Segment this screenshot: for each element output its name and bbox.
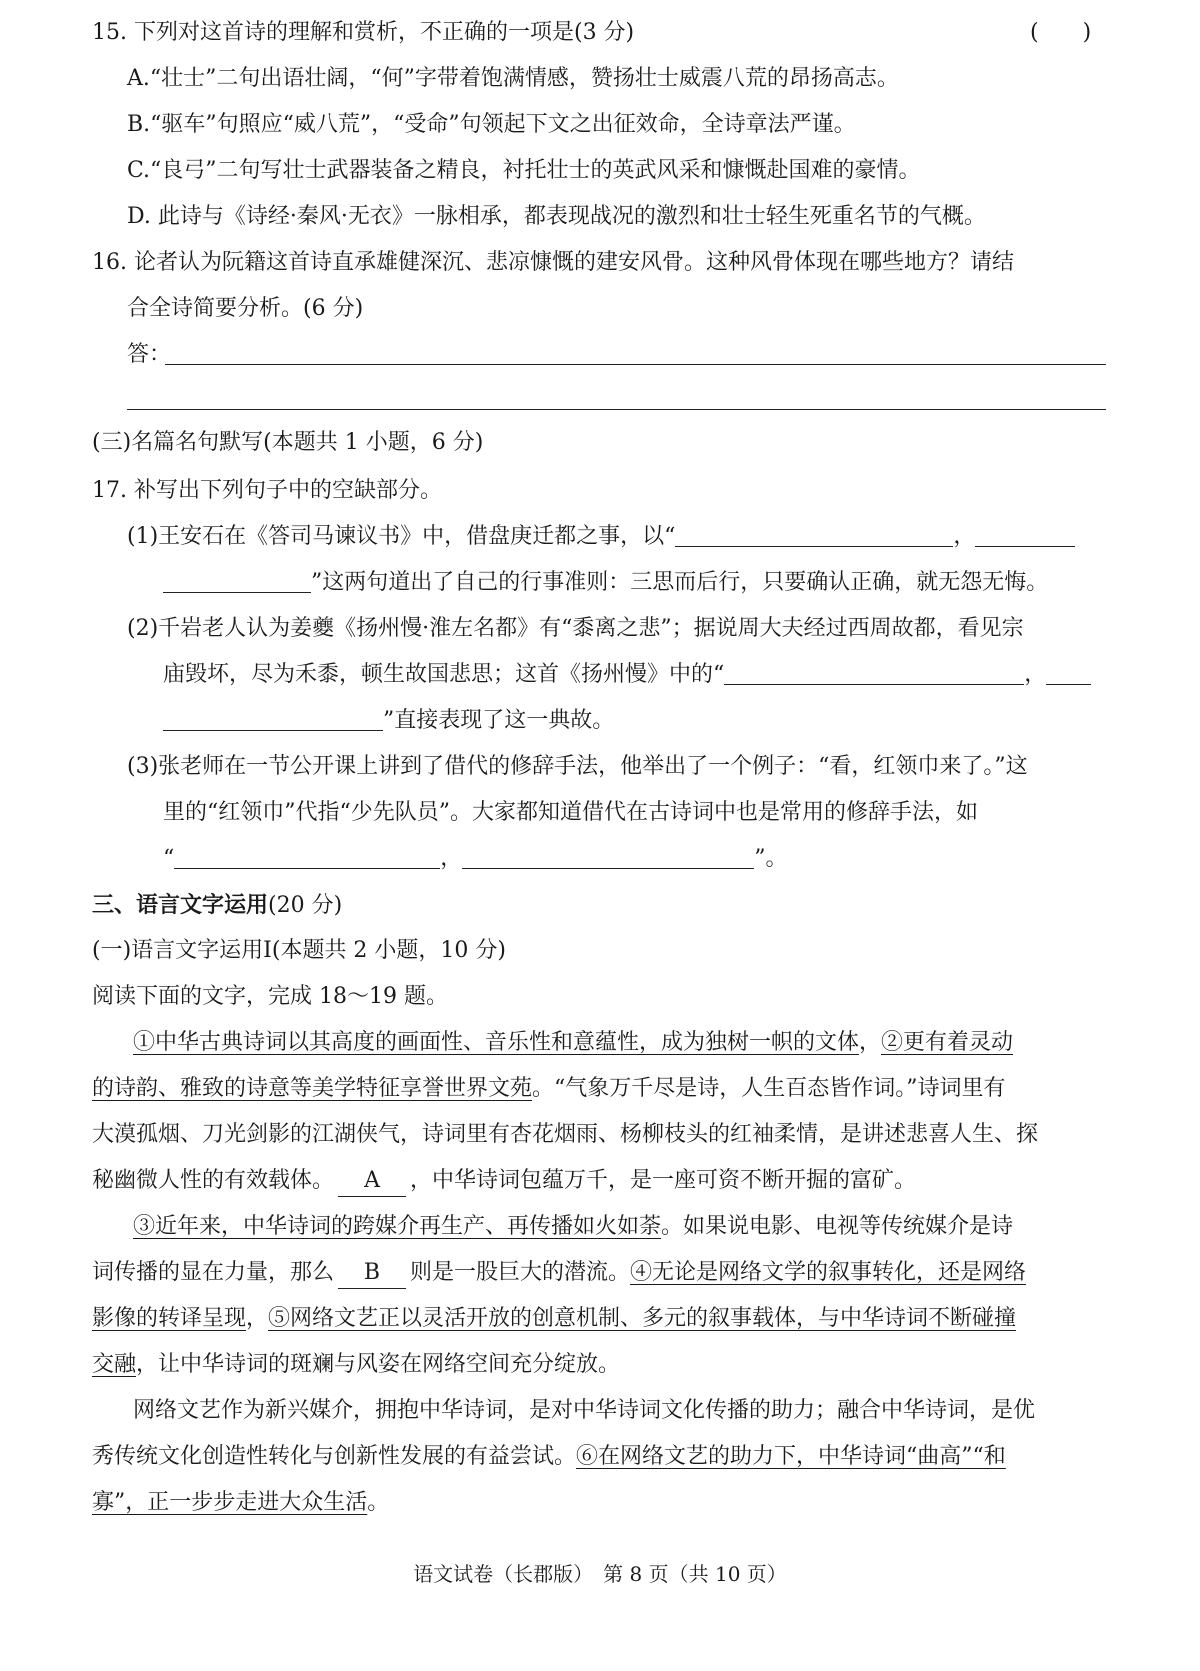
- q17-part3-comma: ，: [440, 846, 463, 871]
- q17-part1-line2: [163, 568, 1048, 598]
- passage-p2-line4: [92, 1350, 620, 1380]
- q17-part2-blank-1[interactable]: [724, 662, 1024, 685]
- passage-p3-line3: [92, 1488, 389, 1518]
- q17-part2-line3: [163, 706, 614, 736]
- q15-option-b: B.“驱车”句照应“威八荒”，“受命”句领起下文之出征效命，全诗章法严谨。: [127, 112, 856, 137]
- q16-line-1: 16. 论者认为阮籍这首诗直承雄健深沉、悲凉慷慨的建安风骨。这种风骨体现在哪些地方？请结: [92, 250, 1014, 275]
- passage-p2-line2-b: 则是一股巨大的潜流。: [410, 1260, 631, 1285]
- q17-part2-blank-2b[interactable]: [163, 708, 383, 731]
- page-footer: 语文试卷（长郡版） 第 8 页（共 10 页）: [413, 1562, 787, 1586]
- q17-part1-line1: [127, 522, 1075, 552]
- passage-p2-line3: [92, 1304, 1016, 1334]
- sentence-6-start: ⑥在网络文艺的助力下，中华诗词“曲高”“和: [576, 1444, 1006, 1469]
- passage-p1-line2: [92, 1074, 1006, 1104]
- q16-line-2: 合全诗简要分析。(6 分): [127, 296, 364, 321]
- part3-heading: [92, 890, 342, 921]
- sentence-1: ①中华古典诗词以其高度的画面性、音乐性和意蕴性，成为独树一帜的文体: [133, 1030, 860, 1055]
- q17-part3-open-quote: “: [163, 846, 175, 871]
- blank-b[interactable]: B: [338, 1258, 406, 1289]
- sentence-4-start: ④无论是网络文学的叙事转化，还是网络: [630, 1260, 1027, 1285]
- passage-p2-line2: [92, 1258, 1026, 1289]
- punct: 。: [367, 1490, 390, 1515]
- passage-p1-line2-rest: 。“气象万千尽是诗，人生百态皆作词。”诗词里有: [532, 1076, 1006, 1101]
- sentence-6-end: 寡”，正一步步走进大众生活: [92, 1490, 368, 1515]
- q17-part2-blank-2a[interactable]: [1046, 662, 1091, 685]
- passage-p1-line1: [133, 1028, 1013, 1058]
- passage-p2-line2-a: 词传播的显在力量，那么: [92, 1260, 335, 1285]
- q17-part2-tail: ”直接表现了这一典故。: [383, 708, 615, 733]
- q15-option-c: C.“良弓”二句写壮士武器装备之精良，衬托壮士的英武风采和慷慨赴国难的豪情。: [127, 158, 921, 183]
- q17-part2-text: 庙毁坏，尽为禾黍，顿生故国悲思；这首《扬州慢》中的“: [163, 662, 725, 687]
- sentence-4-end: 影像的转译呈现: [92, 1306, 247, 1331]
- passage-p1-line4: [92, 1166, 916, 1197]
- passage-p3-line2-a: 秀传统文化创造性转化与创新性发展的有益尝试。: [92, 1444, 577, 1469]
- punct: ，: [859, 1030, 882, 1055]
- passage-p3-line1: 网络文艺作为新兴媒介，拥抱中华诗词，是对中华诗词文化传播的助力；融合中华诗词，是优: [133, 1398, 1036, 1423]
- sentence-5-end: 交融: [92, 1352, 137, 1377]
- q17-part1-comma: ，: [953, 524, 976, 549]
- q17-part2-line1: (2)千岩老人认为姜夔《扬州慢·淮左名都》有“黍离之悲”；据说周大夫经过西周故都，看见宗: [127, 616, 1024, 641]
- blank-a[interactable]: A: [338, 1166, 406, 1197]
- q17-part3-blank-1[interactable]: [174, 846, 440, 869]
- sentence-2-end: 的诗韵、雅致的诗意等美学特征享誉世界文苑: [92, 1076, 533, 1101]
- q17-part3-line2: 里的“红领巾”代指“少先队员”。大家都知道借代在古诗词中也是常用的修辞手法，如: [163, 800, 978, 825]
- q16-answer-line-1[interactable]: [165, 364, 1106, 365]
- q17-part1-tail: ”这两句道出了自己的行事准则：三思而后行，只要确认正确，就无怨无悔。: [311, 570, 1049, 595]
- passage-p2-line1-rest: 。如果说电影、电视等传统媒介是诗: [661, 1214, 1014, 1239]
- q17-stem: 17. 补写出下列句子中的空缺部分。: [92, 478, 442, 503]
- q17-part1-blank-2a[interactable]: [975, 524, 1075, 547]
- section-heading-3-3: (三)名篇名句默写(本题共 1 小题，6 分): [92, 430, 484, 455]
- q17-part3-line1: (3)张老师在一节公开课上讲到了借代的修辞手法，他举出了一个例子：“看，红领巾来了。”这: [127, 754, 1028, 779]
- q17-part1-blank-2b[interactable]: [163, 570, 311, 593]
- punct: ，: [246, 1306, 269, 1331]
- passage-p1-line4-b: ，中华诗词包蕴万千，是一座可资不断开掘的富矿。: [410, 1168, 917, 1193]
- passage-p2-line4-rest: ，让中华诗词的斑斓与风姿在网络空间充分绽放。: [136, 1352, 621, 1377]
- passage-p3-line2: [92, 1442, 1006, 1472]
- q16-answer-label: 答：: [127, 342, 172, 367]
- q15-option-d: D. 此诗与《诗经·秦风·无衣》一脉相承，都表现战况的激烈和壮士轻生死重名节的气概。: [127, 204, 986, 229]
- part3-score: (20 分): [268, 893, 343, 918]
- q17-part3-blank-2[interactable]: [462, 846, 754, 869]
- q15-answer-paren: ( ): [1030, 20, 1092, 45]
- q17-part2-line2: [163, 660, 1091, 690]
- sentence-5-start: ⑤网络文艺正以灵活开放的创意机制、多元的叙事载体，与中华诗词不断碰撞: [268, 1306, 1017, 1331]
- q15-stem: 15. 下列对这首诗的理解和赏析，不正确的一项是(3 分): [92, 20, 635, 45]
- q17-part3-line3: [163, 844, 788, 874]
- sentence-2-start: ②更有着灵动: [881, 1030, 1014, 1055]
- reading-instruction: 阅读下面的文字，完成 18～19 题。: [92, 984, 448, 1009]
- q17-part3-close-quote: ”。: [754, 846, 788, 871]
- passage-p2-line1: [133, 1212, 1013, 1242]
- q17-part1-text: (1)王安石在《答司马谏议书》中，借盘庚迁都之事，以“: [127, 524, 676, 549]
- passage-p1-line4-a: 秘幽微人性的有效载体。: [92, 1168, 335, 1193]
- q16-answer-line-2[interactable]: [127, 409, 1106, 410]
- q15-option-a: A.“壮士”二句出语壮阔，“何”字带着饱满情感，赞扬壮士威震八荒的昂扬高志。: [127, 66, 899, 91]
- part3-title: 三、语言文字运用: [92, 892, 269, 918]
- section-heading-3-1: (一)语言文字运用Ⅰ(本题共 2 小题，10 分): [92, 938, 506, 963]
- q17-part2-comma: ，: [1024, 662, 1047, 687]
- sentence-3: ③近年来，中华诗词的跨媒介再生产、再传播如火如荼: [133, 1214, 662, 1239]
- q17-part1-blank-1[interactable]: [675, 524, 953, 547]
- passage-p1-line3: 大漠孤烟、刀光剑影的江湖侠气，诗词里有杏花烟雨、杨柳枝头的红袖柔情，是讲述悲喜人生、探: [92, 1122, 1039, 1147]
